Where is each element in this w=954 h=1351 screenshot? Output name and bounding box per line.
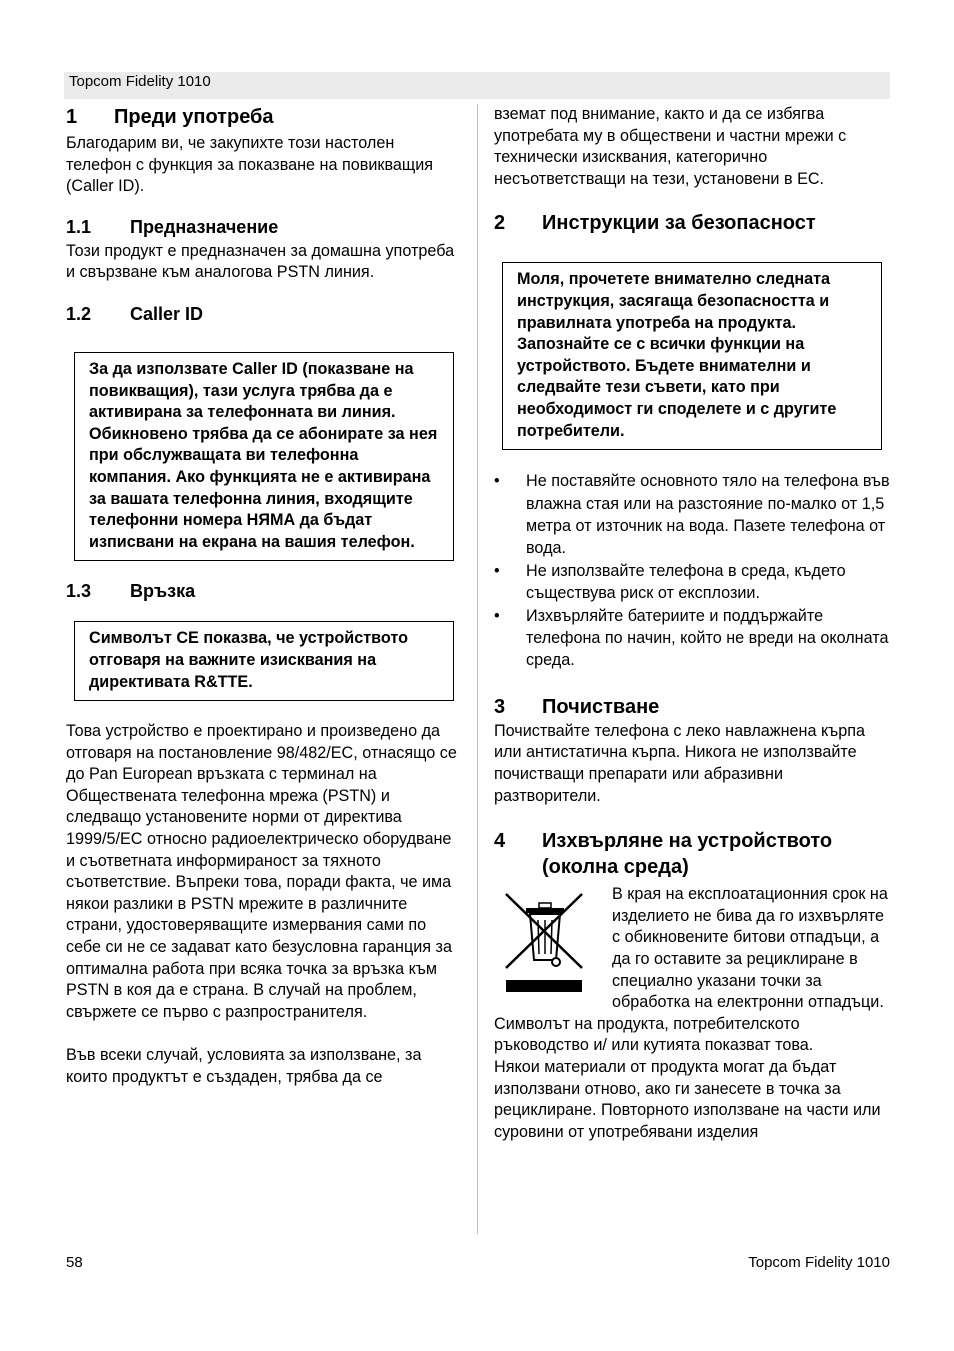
- column-divider: [477, 104, 478, 1234]
- section-1-3-heading: [66, 579, 462, 603]
- section-3-heading: [494, 694, 890, 720]
- section-title: Предназначение: [130, 216, 279, 237]
- continued-text: вземат под внимание, както и да се избягва употребата му в обществени и частни мрежи с технически изисквания, категорично несъответстващи на тези, установени в ЕС.: [494, 105, 847, 188]
- footer-title: Topcom Fidelity 1010: [748, 1254, 890, 1271]
- section-number: 4: [494, 830, 506, 853]
- section-1-body: Благодарим ви, че закупихте този настолен телефон с функция за показване на повикващия (Caller ID).: [66, 134, 434, 196]
- section-number: 1.2: [66, 303, 92, 324]
- section-1-1-body: Този продукт е предназначен за домашна употреба и свързване към аналогова PSTN линия.: [66, 241, 455, 282]
- left-column: [66, 104, 462, 1089]
- list-item: • Не поставяйте основното тяло на телефона във влажна стая или на разстояние по-малко от 1,5 метра от източник на вода. Пазете телефона от вода.: [494, 472, 890, 558]
- section-number: 1: [66, 106, 78, 128]
- caller-id-notice-box: За да използвате Caller ID (показване на повикващия), тази услуга трябва да е активирана за телефонната ви линия. Обикновено трябва да се абонирате за нея при обслужващата ви телефонна компания. Ако функцията не е активирана за вашата телефонна линия, входящите телефонни номера НЯМА да бъдат изписвани на екрана на вашия телефон.: [74, 352, 454, 561]
- bullet: •: [494, 472, 500, 491]
- section-4-heading: [494, 828, 890, 880]
- section-title: Почистване: [542, 695, 660, 718]
- section-title: Преди употреба: [114, 106, 274, 128]
- list-item: • Не използвайте телефона в среда, където съществува риск от експлозии.: [494, 561, 846, 603]
- section-title: Връзка: [130, 581, 196, 602]
- section-2-heading: [494, 210, 890, 236]
- section-4-body: В края на експлоатационния срок на изделието не бива да го изхвърляте с обикновените битови отпадъци, а да го оставите за рециклиране в специално указани точки за обработка на електронни отпадъци. Символът на продукта, потребителското ръководство и/ или кутията показват това.: [494, 885, 888, 1055]
- bullet: •: [494, 561, 500, 580]
- section-title: Caller ID: [130, 303, 204, 324]
- right-column: [494, 104, 890, 1143]
- safety-notice-box: Моля, прочетете внимателно следната инструкция, засягаща безопасността и правилната употреба на продукта. Запознайте се с всички функции на устройството. Бъдете внимателни и следвайте тези съвети, като при необходимост ги споделете и с другите потребители.: [502, 262, 882, 450]
- section-4-body-continued: Някои материали от продукта могат да бъдат използвани отново, ако ги занесете в точка за рециклиране. Повторното използване на части или суровини от употребявани изделия: [494, 1057, 881, 1141]
- section-title: Изхвърляне на устройството (околна среда): [542, 830, 833, 879]
- section-number: 3: [494, 695, 506, 718]
- section-1-heading: [66, 104, 462, 130]
- list-item: • Изхвърляйте батериите и поддържайте телефона по начин, който не вреди на околната среда.: [494, 606, 889, 670]
- bullet: •: [494, 606, 500, 625]
- section-1-2-heading: [66, 302, 462, 326]
- section-4-content: [494, 884, 890, 1143]
- page-number: 58: [66, 1254, 83, 1271]
- crossed-out-wheelie-bin-icon: [502, 888, 588, 996]
- section-number: 1.3: [66, 581, 92, 602]
- section-title: Инструкции за безопасност: [542, 212, 816, 235]
- section-1-3-body-continued: Във всеки случай, условията за използване, за които продуктът е създаден, трябва да се: [66, 1046, 422, 1086]
- header-bar: [64, 72, 890, 99]
- section-1-3-body: Това устройство е проектирано и произведено да отговаря на постановление 98/482/EC, отнасящо се до Pan European връзката с терминал на Обществената телефонна мрежа (PSTN) и следващо установените норми от директива 1999/5/EC относно радиоелектрическо оборудване и съответната информираност за тяхното съответствие. Въпреки това, поради факта, че има някои разлики в PSTN мрежите в различните страни, удостоверяващите измервания сами по себе си не се задават като безусловна гаранция за оптимална работа при всяка точка за връзка към PSTN в коя да е страна. В случай на проблем, свържете се първо с разпространителя.: [66, 722, 457, 1021]
- section-number: 1.1: [66, 216, 92, 237]
- section-3-body: Почиствайте телефона с леко навлажнена кърпа или антистатична кърпа. Никога не използвайте почистващи препарати или абразивни разтворители.: [494, 721, 865, 805]
- ce-notice-box: Символът CE показва, че устройството отговаря на важните изисквания на директивата R&TTE.: [74, 621, 454, 701]
- safety-list: [494, 470, 890, 672]
- section-1-1-heading: [66, 215, 462, 239]
- section-number: 2: [494, 212, 506, 235]
- header-title: Topcom Fidelity 1010: [69, 73, 211, 90]
